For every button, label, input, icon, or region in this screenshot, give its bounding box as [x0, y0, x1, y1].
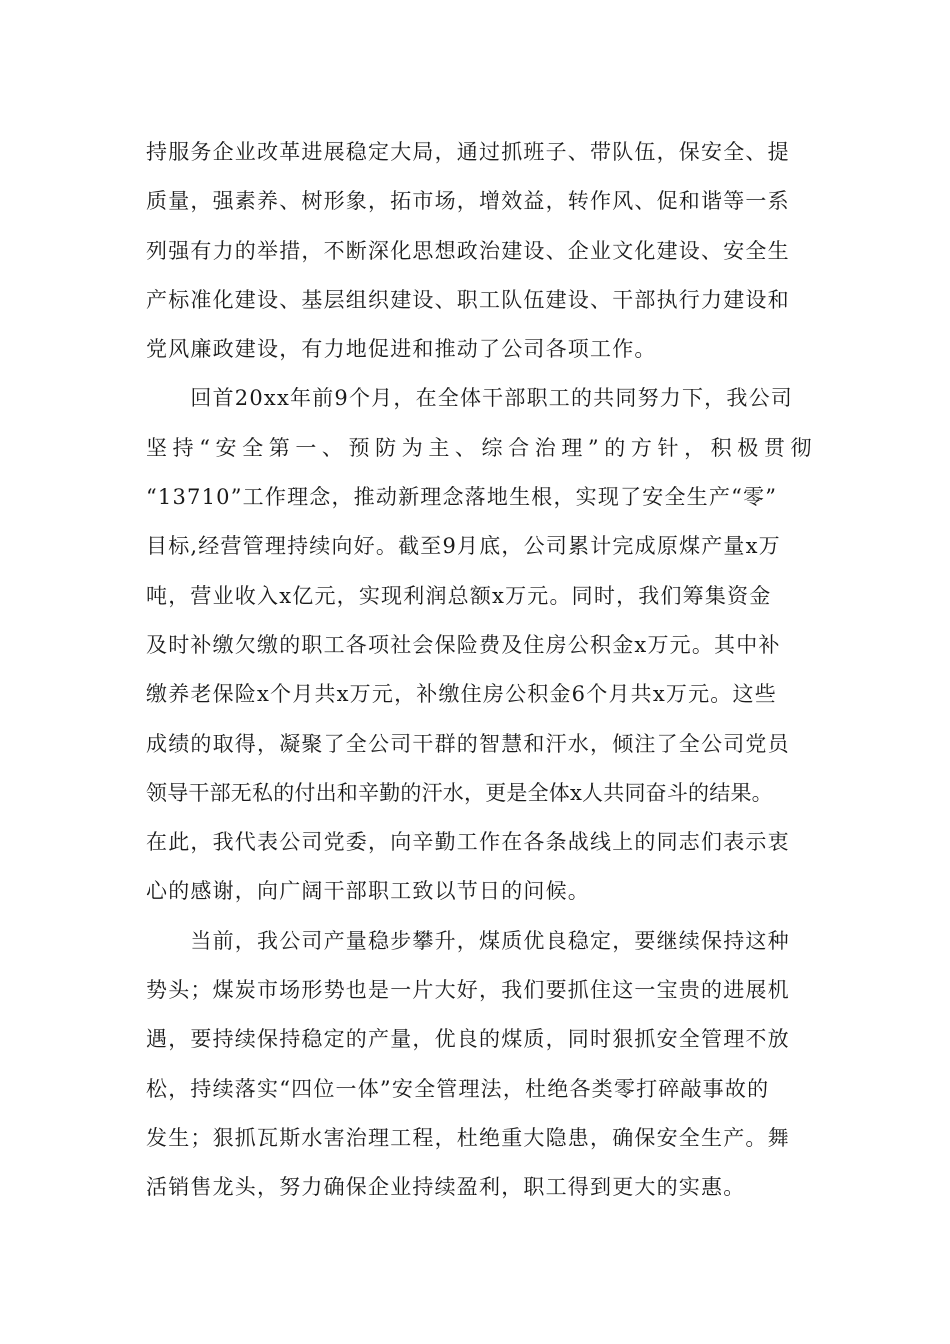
paragraph-3: [146, 917, 814, 1213]
paragraph-2: [146, 374, 818, 916]
text-line: 松，持续落实“四位一体”安全管理法，杜绝各类零打碎敲事故的: [146, 1076, 770, 1101]
text-line: 心的感谢，向广阔干部职工致以节日的问候。: [146, 879, 590, 904]
text-line: 坚持“安全第一、预防为主、综合治理”的方针，积极贯彻: [146, 435, 818, 460]
text-line: 缴养老保险x个月共x万元，补缴住房公积金6个月共x万元。这些: [146, 682, 777, 707]
text-line: 回首20xx年前9个月，在全体干部职工的共同努力下，我公司: [146, 386, 793, 411]
text-line: 列强有力的举措，不断深化思想政治建设、企业文化建设、安全生: [146, 238, 790, 263]
text-line: 成绩的取得，凝聚了全公司干群的智慧和汗水，倾注了全公司党员: [146, 731, 790, 756]
text-line: 势头；煤炭市场形势也是一片大好，我们要抓住这一宝贵的进展机: [146, 978, 790, 1003]
text-line: 遇，要持续保持稳定的产量，优良的煤质，同时狠抓安全管理不放: [146, 1027, 790, 1052]
text-line: 目标,经营管理持续向好。截至9月底，公司累计完成原煤产量x万: [146, 534, 781, 559]
paragraph-1: [146, 128, 814, 374]
text-line: 领导干部无私的付出和辛勤的汗水，更是全体x人共同奋斗的结果。: [146, 780, 773, 805]
text-line: 及时补缴欠缴的职工各项社会保险费及住房公积金x万元。其中补: [146, 632, 781, 657]
document-body: [146, 128, 818, 1213]
text-line: 活销售龙头，努力确保企业持续盈利，职工得到更大的实惠。: [146, 1175, 746, 1200]
text-line: 在此，我代表公司党委，向辛勤工作在各条战线上的同志们表示衷: [146, 830, 790, 855]
text-line: 产标准化建设、基层组织建设、职工队伍建设、干部执行力建设和: [146, 287, 790, 312]
text-line: 当前，我公司产量稳步攀升，煤质优良稳定，要继续保持这种: [146, 928, 790, 953]
text-line: 吨，营业收入x亿元，实现利润总额x万元。同时，我们筹集资金: [146, 583, 772, 608]
text-line: “13710”工作理念，推动新理念落地生根，实现了安全生产“零”: [146, 485, 778, 510]
text-line: 持服务企业改革进展稳定大局，通过抓班子、带队伍，保安全、提: [146, 140, 790, 164]
text-line: 党风廉政建设，有力地促进和推动了公司各项工作。: [146, 337, 657, 362]
text-line: 质量，强素养、树形象，拓市场，增效益，转作风、促和谐等一系: [146, 189, 790, 214]
text-line: 发生；狠抓瓦斯水害治理工程，杜绝重大隐患，确保安全生产。舞: [146, 1125, 790, 1150]
